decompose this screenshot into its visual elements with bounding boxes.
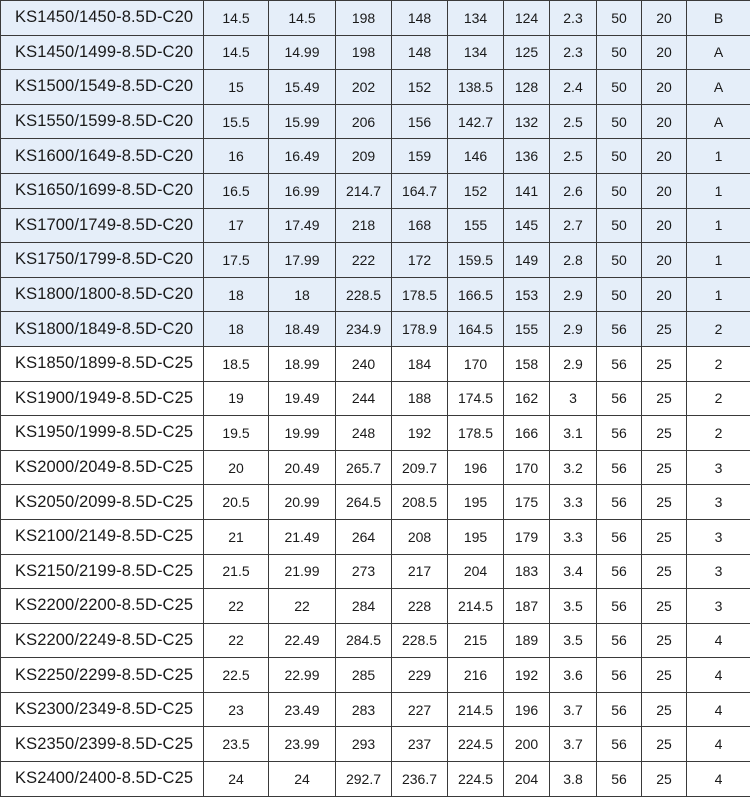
col-5-cell: 178.9	[392, 312, 448, 347]
col-9-cell: 50	[597, 70, 642, 105]
model-cell: KS2300/2349-8.5D-C25	[1, 692, 204, 727]
col-2-cell: 18	[204, 277, 269, 312]
col-2-cell: 18	[204, 312, 269, 347]
col-8-cell: 3.3	[550, 485, 597, 520]
table-row	[1, 623, 750, 658]
col-8-cell: 2.5	[550, 104, 597, 139]
col-2-cell: 21.5	[204, 554, 269, 589]
col-8-cell: 3.5	[550, 623, 597, 658]
col-10-cell: 25	[642, 658, 687, 693]
col-11-cell: 4	[687, 762, 750, 797]
col-8-cell: 2.5	[550, 139, 597, 174]
col-10-cell: 20	[642, 104, 687, 139]
col-3-cell: 18.49	[269, 312, 336, 347]
col-3-cell: 14.5	[269, 1, 336, 36]
col-2-cell: 18.5	[204, 346, 269, 381]
col-2-cell: 16.5	[204, 173, 269, 208]
col-10-cell: 25	[642, 554, 687, 589]
col-4-cell: 292.7	[336, 762, 392, 797]
col-3-cell: 20.99	[269, 485, 336, 520]
model-cell: KS2250/2299-8.5D-C25	[1, 658, 204, 693]
col-8-cell: 2.6	[550, 173, 597, 208]
col-11-cell: 3	[687, 519, 750, 554]
model-cell: KS1700/1749-8.5D-C20	[1, 208, 204, 243]
col-9-cell: 56	[597, 727, 642, 762]
col-3-cell: 21.99	[269, 554, 336, 589]
col-2-cell: 20.5	[204, 485, 269, 520]
col-6-cell: 142.7	[448, 104, 504, 139]
col-4-cell: 198	[336, 35, 392, 70]
col-5-cell: 188	[392, 381, 448, 416]
col-11-cell: A	[687, 104, 750, 139]
col-2-cell: 19	[204, 381, 269, 416]
col-10-cell: 20	[642, 1, 687, 36]
col-10-cell: 20	[642, 208, 687, 243]
col-7-cell: 124	[504, 1, 550, 36]
col-11-cell: 2	[687, 312, 750, 347]
model-cell: KS1850/1899-8.5D-C25	[1, 346, 204, 381]
col-5-cell: 228	[392, 589, 448, 624]
col-3-cell: 20.49	[269, 450, 336, 485]
col-8-cell: 2.9	[550, 312, 597, 347]
col-2-cell: 14.5	[204, 1, 269, 36]
col-11-cell: 2	[687, 381, 750, 416]
col-6-cell: 155	[448, 208, 504, 243]
col-2-cell: 23.5	[204, 727, 269, 762]
col-4-cell: 214.7	[336, 173, 392, 208]
col-2-cell: 14.5	[204, 35, 269, 70]
col-4-cell: 244	[336, 381, 392, 416]
col-9-cell: 56	[597, 450, 642, 485]
col-7-cell: 162	[504, 381, 550, 416]
col-6-cell: 138.5	[448, 70, 504, 105]
model-cell: KS1800/1800-8.5D-C20	[1, 277, 204, 312]
col-3-cell: 18.99	[269, 346, 336, 381]
col-9-cell: 56	[597, 519, 642, 554]
col-9-cell: 56	[597, 762, 642, 797]
col-6-cell: 134	[448, 35, 504, 70]
col-7-cell: 136	[504, 139, 550, 174]
col-3-cell: 15.99	[269, 104, 336, 139]
col-9-cell: 50	[597, 173, 642, 208]
col-9-cell: 50	[597, 208, 642, 243]
col-9-cell: 56	[597, 692, 642, 727]
col-8-cell: 2.9	[550, 277, 597, 312]
col-3-cell: 22	[269, 589, 336, 624]
model-cell: KS1600/1649-8.5D-C20	[1, 139, 204, 174]
col-6-cell: 166.5	[448, 277, 504, 312]
col-10-cell: 20	[642, 243, 687, 278]
col-3-cell: 15.49	[269, 70, 336, 105]
col-4-cell: 218	[336, 208, 392, 243]
col-8-cell: 2.3	[550, 35, 597, 70]
col-2-cell: 17.5	[204, 243, 269, 278]
model-cell: KS2200/2200-8.5D-C25	[1, 589, 204, 624]
col-11-cell: 1	[687, 243, 750, 278]
col-11-cell: 4	[687, 623, 750, 658]
col-3-cell: 16.49	[269, 139, 336, 174]
col-7-cell: 153	[504, 277, 550, 312]
col-8-cell: 2.4	[550, 70, 597, 105]
col-11-cell: A	[687, 35, 750, 70]
col-10-cell: 25	[642, 692, 687, 727]
table-row	[1, 416, 750, 451]
col-10-cell: 20	[642, 35, 687, 70]
table-row	[1, 519, 750, 554]
table-row	[1, 485, 750, 520]
col-2-cell: 21	[204, 519, 269, 554]
col-4-cell: 283	[336, 692, 392, 727]
col-3-cell: 23.99	[269, 727, 336, 762]
col-5-cell: 172	[392, 243, 448, 278]
col-4-cell: 234.9	[336, 312, 392, 347]
col-6-cell: 216	[448, 658, 504, 693]
col-11-cell: 3	[687, 589, 750, 624]
col-11-cell: 3	[687, 554, 750, 589]
col-6-cell: 224.5	[448, 762, 504, 797]
table-row	[1, 277, 750, 312]
col-4-cell: 284.5	[336, 623, 392, 658]
col-8-cell: 3.1	[550, 416, 597, 451]
col-8-cell: 3.7	[550, 692, 597, 727]
col-11-cell: 1	[687, 139, 750, 174]
col-7-cell: 175	[504, 485, 550, 520]
col-6-cell: 134	[448, 1, 504, 36]
table-row	[1, 554, 750, 589]
model-cell: KS1450/1450-8.5D-C20	[1, 1, 204, 36]
col-8-cell: 3.4	[550, 554, 597, 589]
col-11-cell: 4	[687, 727, 750, 762]
col-10-cell: 20	[642, 277, 687, 312]
col-7-cell: 179	[504, 519, 550, 554]
col-6-cell: 164.5	[448, 312, 504, 347]
col-6-cell: 178.5	[448, 416, 504, 451]
col-10-cell: 25	[642, 623, 687, 658]
col-7-cell: 187	[504, 589, 550, 624]
col-2-cell: 23	[204, 692, 269, 727]
col-5-cell: 159	[392, 139, 448, 174]
col-9-cell: 50	[597, 35, 642, 70]
col-11-cell: 3	[687, 485, 750, 520]
table-row	[1, 243, 750, 278]
col-6-cell: 214.5	[448, 589, 504, 624]
col-6-cell: 215	[448, 623, 504, 658]
table-row	[1, 173, 750, 208]
col-7-cell: 183	[504, 554, 550, 589]
col-6-cell: 204	[448, 554, 504, 589]
model-cell: KS1900/1949-8.5D-C25	[1, 381, 204, 416]
col-7-cell: 196	[504, 692, 550, 727]
col-5-cell: 208	[392, 519, 448, 554]
col-8-cell: 2.3	[550, 1, 597, 36]
col-5-cell: 168	[392, 208, 448, 243]
col-8-cell: 2.7	[550, 208, 597, 243]
col-9-cell: 56	[597, 623, 642, 658]
model-cell: KS1500/1549-8.5D-C20	[1, 70, 204, 105]
col-2-cell: 22.5	[204, 658, 269, 693]
col-10-cell: 20	[642, 173, 687, 208]
table-row	[1, 727, 750, 762]
model-cell: KS2100/2149-8.5D-C25	[1, 519, 204, 554]
col-4-cell: 265.7	[336, 450, 392, 485]
col-4-cell: 284	[336, 589, 392, 624]
col-7-cell: 132	[504, 104, 550, 139]
col-8-cell: 3.3	[550, 519, 597, 554]
col-3-cell: 19.49	[269, 381, 336, 416]
col-5-cell: 192	[392, 416, 448, 451]
model-cell: KS2200/2249-8.5D-C25	[1, 623, 204, 658]
model-cell: KS1550/1599-8.5D-C20	[1, 104, 204, 139]
col-2-cell: 22	[204, 589, 269, 624]
col-6-cell: 174.5	[448, 381, 504, 416]
col-3-cell: 19.99	[269, 416, 336, 451]
col-3-cell: 22.49	[269, 623, 336, 658]
col-11-cell: 2	[687, 346, 750, 381]
col-10-cell: 25	[642, 416, 687, 451]
col-7-cell: 145	[504, 208, 550, 243]
col-8-cell: 3.2	[550, 450, 597, 485]
col-7-cell: 128	[504, 70, 550, 105]
col-7-cell: 149	[504, 243, 550, 278]
col-5-cell: 148	[392, 35, 448, 70]
col-11-cell: 2	[687, 416, 750, 451]
model-cell: KS1450/1499-8.5D-C20	[1, 35, 204, 70]
col-5-cell: 156	[392, 104, 448, 139]
col-10-cell: 20	[642, 139, 687, 174]
col-7-cell: 170	[504, 450, 550, 485]
col-9-cell: 50	[597, 243, 642, 278]
col-4-cell: 264	[336, 519, 392, 554]
col-2-cell: 22	[204, 623, 269, 658]
col-9-cell: 56	[597, 416, 642, 451]
col-7-cell: 141	[504, 173, 550, 208]
col-11-cell: 1	[687, 277, 750, 312]
model-cell: KS1800/1849-8.5D-C20	[1, 312, 204, 347]
col-7-cell: 158	[504, 346, 550, 381]
col-8-cell: 3.8	[550, 762, 597, 797]
model-cell: KS1650/1699-8.5D-C20	[1, 173, 204, 208]
col-3-cell: 14.99	[269, 35, 336, 70]
col-5-cell: 208.5	[392, 485, 448, 520]
col-10-cell: 25	[642, 727, 687, 762]
col-4-cell: 285	[336, 658, 392, 693]
col-2-cell: 15	[204, 70, 269, 105]
col-5-cell: 152	[392, 70, 448, 105]
col-9-cell: 56	[597, 381, 642, 416]
table-row	[1, 381, 750, 416]
table-row	[1, 346, 750, 381]
col-10-cell: 25	[642, 312, 687, 347]
col-11-cell: 4	[687, 658, 750, 693]
col-9-cell: 56	[597, 485, 642, 520]
col-6-cell: 196	[448, 450, 504, 485]
col-3-cell: 17.49	[269, 208, 336, 243]
col-5-cell: 236.7	[392, 762, 448, 797]
col-2-cell: 16	[204, 139, 269, 174]
col-6-cell: 195	[448, 485, 504, 520]
col-3-cell: 16.99	[269, 173, 336, 208]
model-cell: KS2000/2049-8.5D-C25	[1, 450, 204, 485]
col-3-cell: 24	[269, 762, 336, 797]
table-row	[1, 104, 750, 139]
col-10-cell: 25	[642, 346, 687, 381]
col-4-cell: 264.5	[336, 485, 392, 520]
col-11-cell: 4	[687, 692, 750, 727]
col-4-cell: 206	[336, 104, 392, 139]
col-10-cell: 25	[642, 381, 687, 416]
model-cell: KS2400/2400-8.5D-C25	[1, 762, 204, 797]
col-11-cell: A	[687, 70, 750, 105]
col-3-cell: 23.49	[269, 692, 336, 727]
col-6-cell: 159.5	[448, 243, 504, 278]
col-5-cell: 237	[392, 727, 448, 762]
col-11-cell: 1	[687, 173, 750, 208]
model-cell: KS2350/2399-8.5D-C25	[1, 727, 204, 762]
col-6-cell: 214.5	[448, 692, 504, 727]
col-4-cell: 222	[336, 243, 392, 278]
col-8-cell: 3.6	[550, 658, 597, 693]
col-3-cell: 21.49	[269, 519, 336, 554]
col-7-cell: 125	[504, 35, 550, 70]
col-4-cell: 248	[336, 416, 392, 451]
col-7-cell: 166	[504, 416, 550, 451]
model-cell: KS2150/2199-8.5D-C25	[1, 554, 204, 589]
col-4-cell: 293	[336, 727, 392, 762]
col-9-cell: 50	[597, 104, 642, 139]
col-10-cell: 25	[642, 485, 687, 520]
col-2-cell: 15.5	[204, 104, 269, 139]
col-10-cell: 25	[642, 762, 687, 797]
col-9-cell: 56	[597, 554, 642, 589]
col-7-cell: 189	[504, 623, 550, 658]
model-cell: KS1950/1999-8.5D-C25	[1, 416, 204, 451]
col-4-cell: 209	[336, 139, 392, 174]
col-6-cell: 195	[448, 519, 504, 554]
col-9-cell: 50	[597, 1, 642, 36]
col-2-cell: 17	[204, 208, 269, 243]
table-row	[1, 450, 750, 485]
table-row	[1, 139, 750, 174]
col-5-cell: 217	[392, 554, 448, 589]
col-11-cell: B	[687, 1, 750, 36]
col-9-cell: 56	[597, 346, 642, 381]
col-2-cell: 24	[204, 762, 269, 797]
col-10-cell: 25	[642, 450, 687, 485]
col-10-cell: 25	[642, 589, 687, 624]
table-row	[1, 70, 750, 105]
col-5-cell: 148	[392, 1, 448, 36]
table-row	[1, 762, 750, 797]
col-5-cell: 164.7	[392, 173, 448, 208]
col-9-cell: 56	[597, 589, 642, 624]
col-8-cell: 2.9	[550, 346, 597, 381]
col-4-cell: 273	[336, 554, 392, 589]
col-8-cell: 2.8	[550, 243, 597, 278]
table-row	[1, 589, 750, 624]
table-row	[1, 312, 750, 347]
col-5-cell: 227	[392, 692, 448, 727]
col-8-cell: 3.7	[550, 727, 597, 762]
col-9-cell: 50	[597, 277, 642, 312]
table-row	[1, 692, 750, 727]
col-7-cell: 204	[504, 762, 550, 797]
col-8-cell: 3	[550, 381, 597, 416]
spec-table-body	[1, 1, 750, 797]
model-cell: KS2050/2099-8.5D-C25	[1, 485, 204, 520]
col-5-cell: 229	[392, 658, 448, 693]
col-9-cell: 50	[597, 139, 642, 174]
col-9-cell: 56	[597, 658, 642, 693]
col-4-cell: 198	[336, 1, 392, 36]
col-4-cell: 228.5	[336, 277, 392, 312]
col-5-cell: 228.5	[392, 623, 448, 658]
col-3-cell: 17.99	[269, 243, 336, 278]
col-6-cell: 146	[448, 139, 504, 174]
col-10-cell: 20	[642, 70, 687, 105]
col-7-cell: 155	[504, 312, 550, 347]
col-3-cell: 22.99	[269, 658, 336, 693]
col-6-cell: 152	[448, 173, 504, 208]
col-7-cell: 200	[504, 727, 550, 762]
table-row	[1, 208, 750, 243]
col-8-cell: 3.5	[550, 589, 597, 624]
col-7-cell: 192	[504, 658, 550, 693]
col-5-cell: 184	[392, 346, 448, 381]
col-4-cell: 202	[336, 70, 392, 105]
col-4-cell: 240	[336, 346, 392, 381]
col-2-cell: 20	[204, 450, 269, 485]
col-10-cell: 25	[642, 519, 687, 554]
model-cell: KS1750/1799-8.5D-C20	[1, 243, 204, 278]
col-11-cell: 1	[687, 208, 750, 243]
col-2-cell: 19.5	[204, 416, 269, 451]
col-3-cell: 18	[269, 277, 336, 312]
col-5-cell: 178.5	[392, 277, 448, 312]
col-6-cell: 224.5	[448, 727, 504, 762]
col-5-cell: 209.7	[392, 450, 448, 485]
table-row	[1, 35, 750, 70]
col-6-cell: 170	[448, 346, 504, 381]
col-11-cell: 3	[687, 450, 750, 485]
col-9-cell: 56	[597, 312, 642, 347]
table-row	[1, 658, 750, 693]
table-row	[1, 1, 750, 36]
